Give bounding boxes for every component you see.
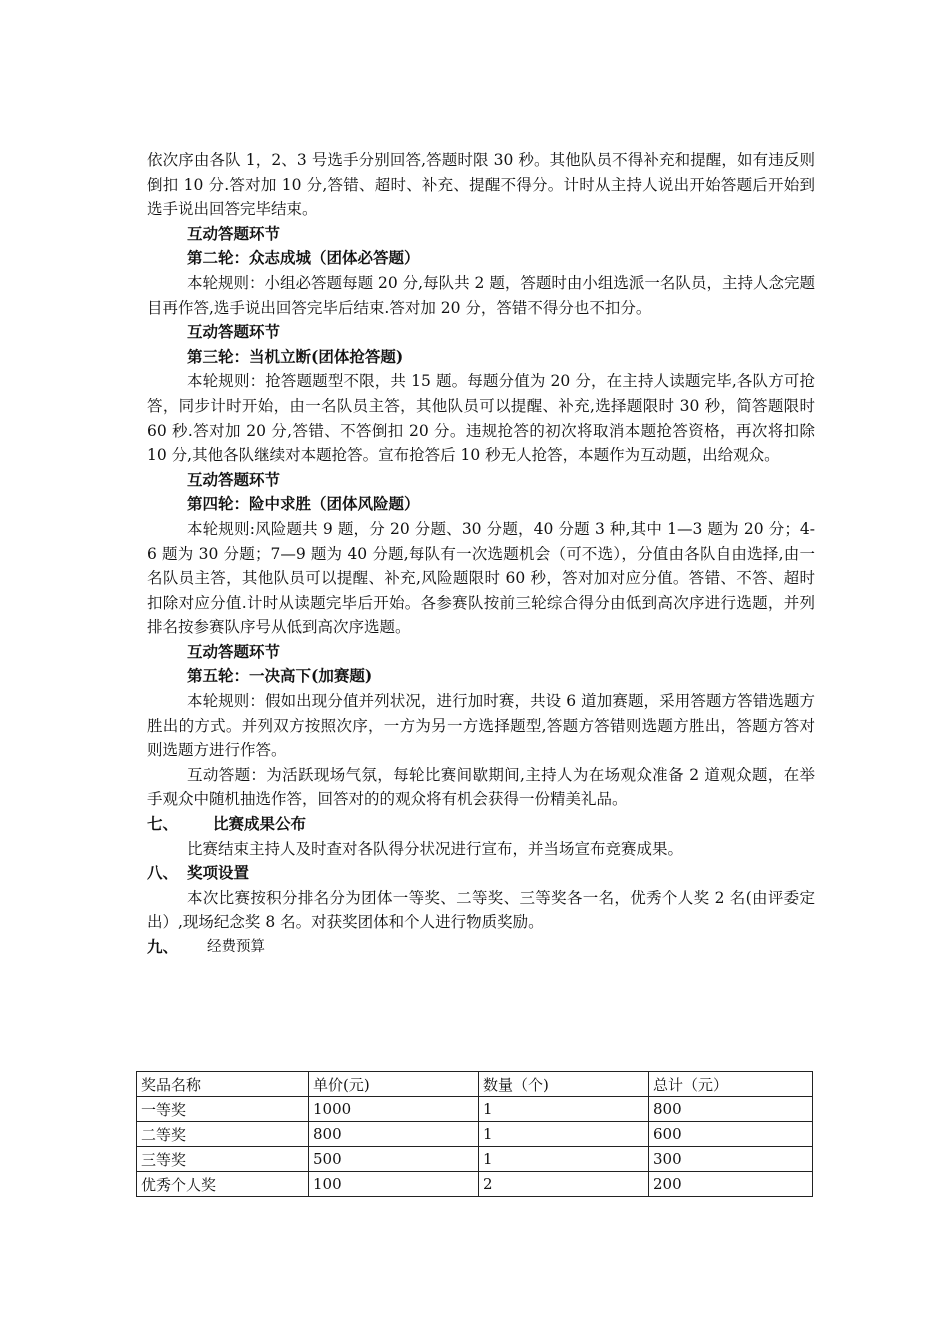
table-row — [137, 1147, 813, 1172]
document-body — [147, 148, 815, 960]
table-cell: 1 — [479, 1097, 649, 1122]
section-8-body: 本次比赛按积分排名分为团体一等奖、二等奖、三等奖各一名，优秀个人奖 2 名(由评委定出）,现场纪念奖 8 名。对获奖团体和个人进行物质奖励。 — [147, 888, 815, 932]
round-five-title: 第五轮：一决高下(加赛题) — [187, 666, 373, 686]
table-cell: 1 — [479, 1122, 649, 1147]
table-cell: 优秀个人奖 — [137, 1172, 309, 1197]
section-title: 比赛成果公布 — [213, 814, 307, 834]
round-two-rule: 本轮规则：小组必答题每题 20 分,每队共 2 题，答题时由小组选派一名队员，主持人念完题目再作答,选手说出回答完毕后结束.答对加 20 分，答错不得分也不扣分。 — [147, 273, 815, 317]
table-cell: 500 — [309, 1147, 479, 1172]
interlude-heading: 互动答题环节 — [187, 641, 281, 661]
section-title: 经费预算 — [207, 939, 265, 955]
round-five-rule: 本轮规则：假如出现分值并列状况，进行加时赛，共设 6 道加赛题，采用答题方答错选题方胜出的方式。并列双方按照次序，一方为另一方选择题型,答题方答错则选题方胜出，答题方答对则选题方进行作答。 — [147, 692, 815, 760]
interlude-heading: 互动答题环节 — [187, 469, 281, 489]
section-7-heading — [147, 812, 815, 837]
section-9-heading — [147, 935, 815, 960]
table-cell: 2 — [479, 1172, 649, 1197]
table-cell: 800 — [649, 1097, 813, 1122]
table-cell: 一等奖 — [137, 1097, 309, 1122]
table-header-cell: 单价(元) — [309, 1072, 479, 1097]
section-title: 奖项设置 — [187, 863, 250, 883]
table-cell: 100 — [309, 1172, 479, 1197]
table-cell: 800 — [309, 1122, 479, 1147]
round-three-rule: 本轮规则：抢答题题型不限，共 15 题。每题分值为 20 分，在主持人读题完毕,各队方可抢答，同步计时开始，由一名队员主答，其他队员可以提醒、补充,选择题限时 30 秒，简答题限时 60 秒.答对加 20 分,答错、不答倒扣 20 分。违规抢答的初次将取消本题抢答资格，再次将扣除 10 分,其他各队继续对本题抢答。宣布抢答后 10 秒无人抢答，本题作为互动题，出给观众。 — [147, 372, 815, 465]
round-four-rule: 本轮规则:风险题共 9 题，分 20 分题、30 分题，40 分题 3 种,其中 1—3 题为 20 分；4-6 题为 30 分题；7—9 题为 40 分题,每队有一次选题机会（可不选），分值由各队自由选择,由一名队员主答，其他队员可以提醒、补充,风险题限时 60 秒，答对加对应分值。答错、不答、超时扣除对应分值.计时从读题完毕后开始。各参赛队按前三轮综合得分由低到高次序进行选题，并列排名按参赛队序号从低到高次序选题。 — [147, 519, 815, 637]
table-row — [137, 1172, 813, 1197]
table-header-cell: 总计（元） — [649, 1072, 813, 1097]
round-four-title: 第四轮：险中求胜（团体风险题） — [187, 494, 420, 514]
table-cell: 1 — [479, 1147, 649, 1172]
table-cell: 三等奖 — [137, 1147, 309, 1172]
interlude-heading: 互动答题环节 — [187, 322, 281, 342]
round-two-title: 第二轮：众志成城（团体必答题） — [187, 248, 420, 268]
budget-table — [136, 1071, 813, 1197]
table-header-cell: 数量（个) — [479, 1072, 649, 1097]
round-three-title: 第三轮：当机立断(团体抢答题) — [187, 346, 404, 366]
round-one-rule-continued: 依次序由各队 1，2、3 号选手分别回答,答题时限 30 秒。其他队员不得补充和提醒，如有违反则倒扣 10 分.答对加 10 分,答错、超时、补充、提醒不得分。计时从主持人说出开始答题后开始到选手说出回答完毕结束。 — [147, 151, 815, 219]
interactive-quiz-paragraph: 互动答题：为活跃现场气氛，每轮比赛间歇期间,主持人为在场观众准备 2 道观众题，在举手观众中随机抽选作答，回答对的的观众将有机会获得一份精美礼品。 — [147, 765, 815, 809]
table-row — [137, 1097, 813, 1122]
table-cell: 300 — [649, 1147, 813, 1172]
table-header-row — [137, 1072, 813, 1097]
section-number: 八、 — [147, 863, 179, 883]
section-number: 九、 — [147, 937, 179, 956]
interlude-heading: 互动答题环节 — [187, 223, 281, 243]
section-8-heading — [147, 861, 815, 886]
table-cell: 1000 — [309, 1097, 479, 1122]
table-cell: 600 — [649, 1122, 813, 1147]
section-7-body: 比赛结束主持人及时查对各队得分状况进行宣布，并当场宣布竞赛成果。 — [187, 839, 684, 858]
table-row — [137, 1122, 813, 1147]
table-cell: 二等奖 — [137, 1122, 309, 1147]
table-cell: 200 — [649, 1172, 813, 1197]
section-number: 七、 — [147, 814, 179, 834]
table-header-cell: 奖品名称 — [137, 1072, 309, 1097]
